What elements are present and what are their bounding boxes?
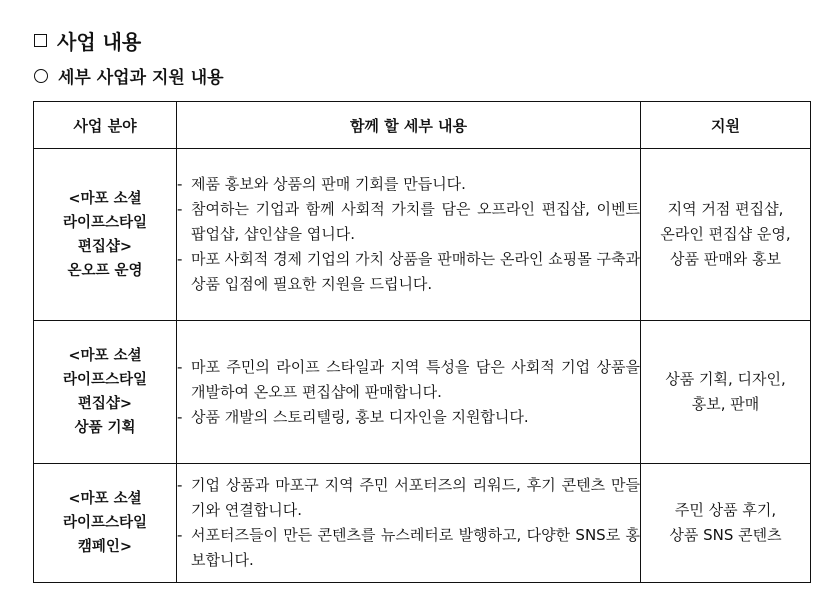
detail-text: 서포터즈들이 만든 콘텐츠를 뉴스레터로 발행하고, 다양한 SNS로 홍보합니다. [191,526,640,569]
category-line: <마포 소셜 [68,491,142,507]
category-line: 상품 기획 [74,420,136,436]
section-heading [34,26,141,55]
category-line: 온오프 운영 [67,262,143,279]
header-support: 지원 [641,102,811,149]
detail-item: - 제품 홍보와 상품의 판매 기회를 만듭니다. [177,172,640,197]
category-line: 라이프스타일 [62,372,148,388]
detail-text: 마포 사회적 경제 기업의 가치 상품을 판매하는 온라인 쇼핑몰 구축과 상품 입점에 필요한 지원을 드립니다. [191,250,640,293]
table-row [34,149,811,321]
detail-item: - 마포 주민의 라이프 스타일과 지역 특성을 담은 사회적 기업 상품을 개발하여 온오프 편집샵에 판매합니다. [177,355,640,405]
category-line: <마포 소셜 [68,348,142,364]
support-line: 상품 기획, 디자인, [665,370,786,388]
detail-item: - 마포 사회적 경제 기업의 가치 상품을 판매하는 온라인 쇼핑몰 구축과 상품 입점에 필요한 지원을 드립니다. [177,247,640,297]
category-line: 라이프스타일 [62,214,148,231]
support-line: 주민 상품 후기, [674,501,777,519]
category-cell [34,149,177,321]
support-line: 지역 거점 편집샵, [667,200,784,218]
details-cell [177,464,641,583]
category-line: 편집샵> [77,396,133,412]
category-cell [34,321,177,464]
detail-item: - 참여하는 기업과 함께 사회적 가치를 담은 오프라인 편집샵, 이벤트 팝업샵, 샵인샵을 엽니다. [177,197,640,247]
detail-item: - 기업 상품과 마포구 지역 주민 서포터즈의 리워드, 후기 콘텐츠 만들기와 연결합니다. [177,473,640,523]
support-cell [641,464,811,583]
detail-text: 마포 주민의 라이프 스타일과 지역 특성을 담은 사회적 기업 상품을 개발하여 온오프 편집샵에 판매합니다. [191,357,640,401]
detail-text: 참여하는 기업과 함께 사회적 가치를 담은 오프라인 편집샵, 이벤트 팝업샵, 샵인샵을 엽니다. [191,200,640,243]
category-cell [34,464,177,583]
circle-bullet-icon [34,69,48,83]
table-row [34,464,811,583]
section-heading-text: 사업 내용 [57,30,142,54]
support-line: 홍보, 판매 [691,395,760,413]
support-line: 온라인 편집샵 운영, [660,225,791,243]
support-cell [641,321,811,464]
category-line: <마포 소셜 [68,190,142,207]
table-header-row [34,102,811,149]
subsection-heading-text: 세부 사업과 지원 내용 [58,68,224,88]
support-cell [641,149,811,321]
header-category: 사업 분야 [34,102,177,149]
support-line: 상품 SNS 콘텐츠 [669,526,782,544]
detail-text: 제품 홍보와 상품의 판매 기회를 만듭니다. [191,175,466,193]
category-line: 라이프스타일 [62,515,148,531]
detail-text: 기업 상품과 마포구 지역 주민 서포터즈의 리워드, 후기 콘텐츠 만들기와 연결합니다. [191,476,640,519]
square-bullet-icon [34,34,47,47]
header-details: 함께 할 세부 내용 [177,102,641,149]
business-table [33,101,811,583]
category-line: 편집샵> [77,238,133,255]
support-line: 상품 판매와 홍보 [670,250,781,268]
detail-item: - 상품 개발의 스토리텔링, 홍보 디자인을 지원합니다. [177,405,640,430]
detail-item: - 서포터즈들이 만든 콘텐츠를 뉴스레터로 발행하고, 다양한 SNS로 홍보합니다. [177,523,640,573]
details-cell [177,321,641,464]
subsection-heading [34,63,224,88]
table-row [34,321,811,464]
detail-text: 상품 개발의 스토리텔링, 홍보 디자인을 지원합니다. [191,407,529,426]
details-cell [177,149,641,321]
category-line: 캠페인> [77,539,133,555]
